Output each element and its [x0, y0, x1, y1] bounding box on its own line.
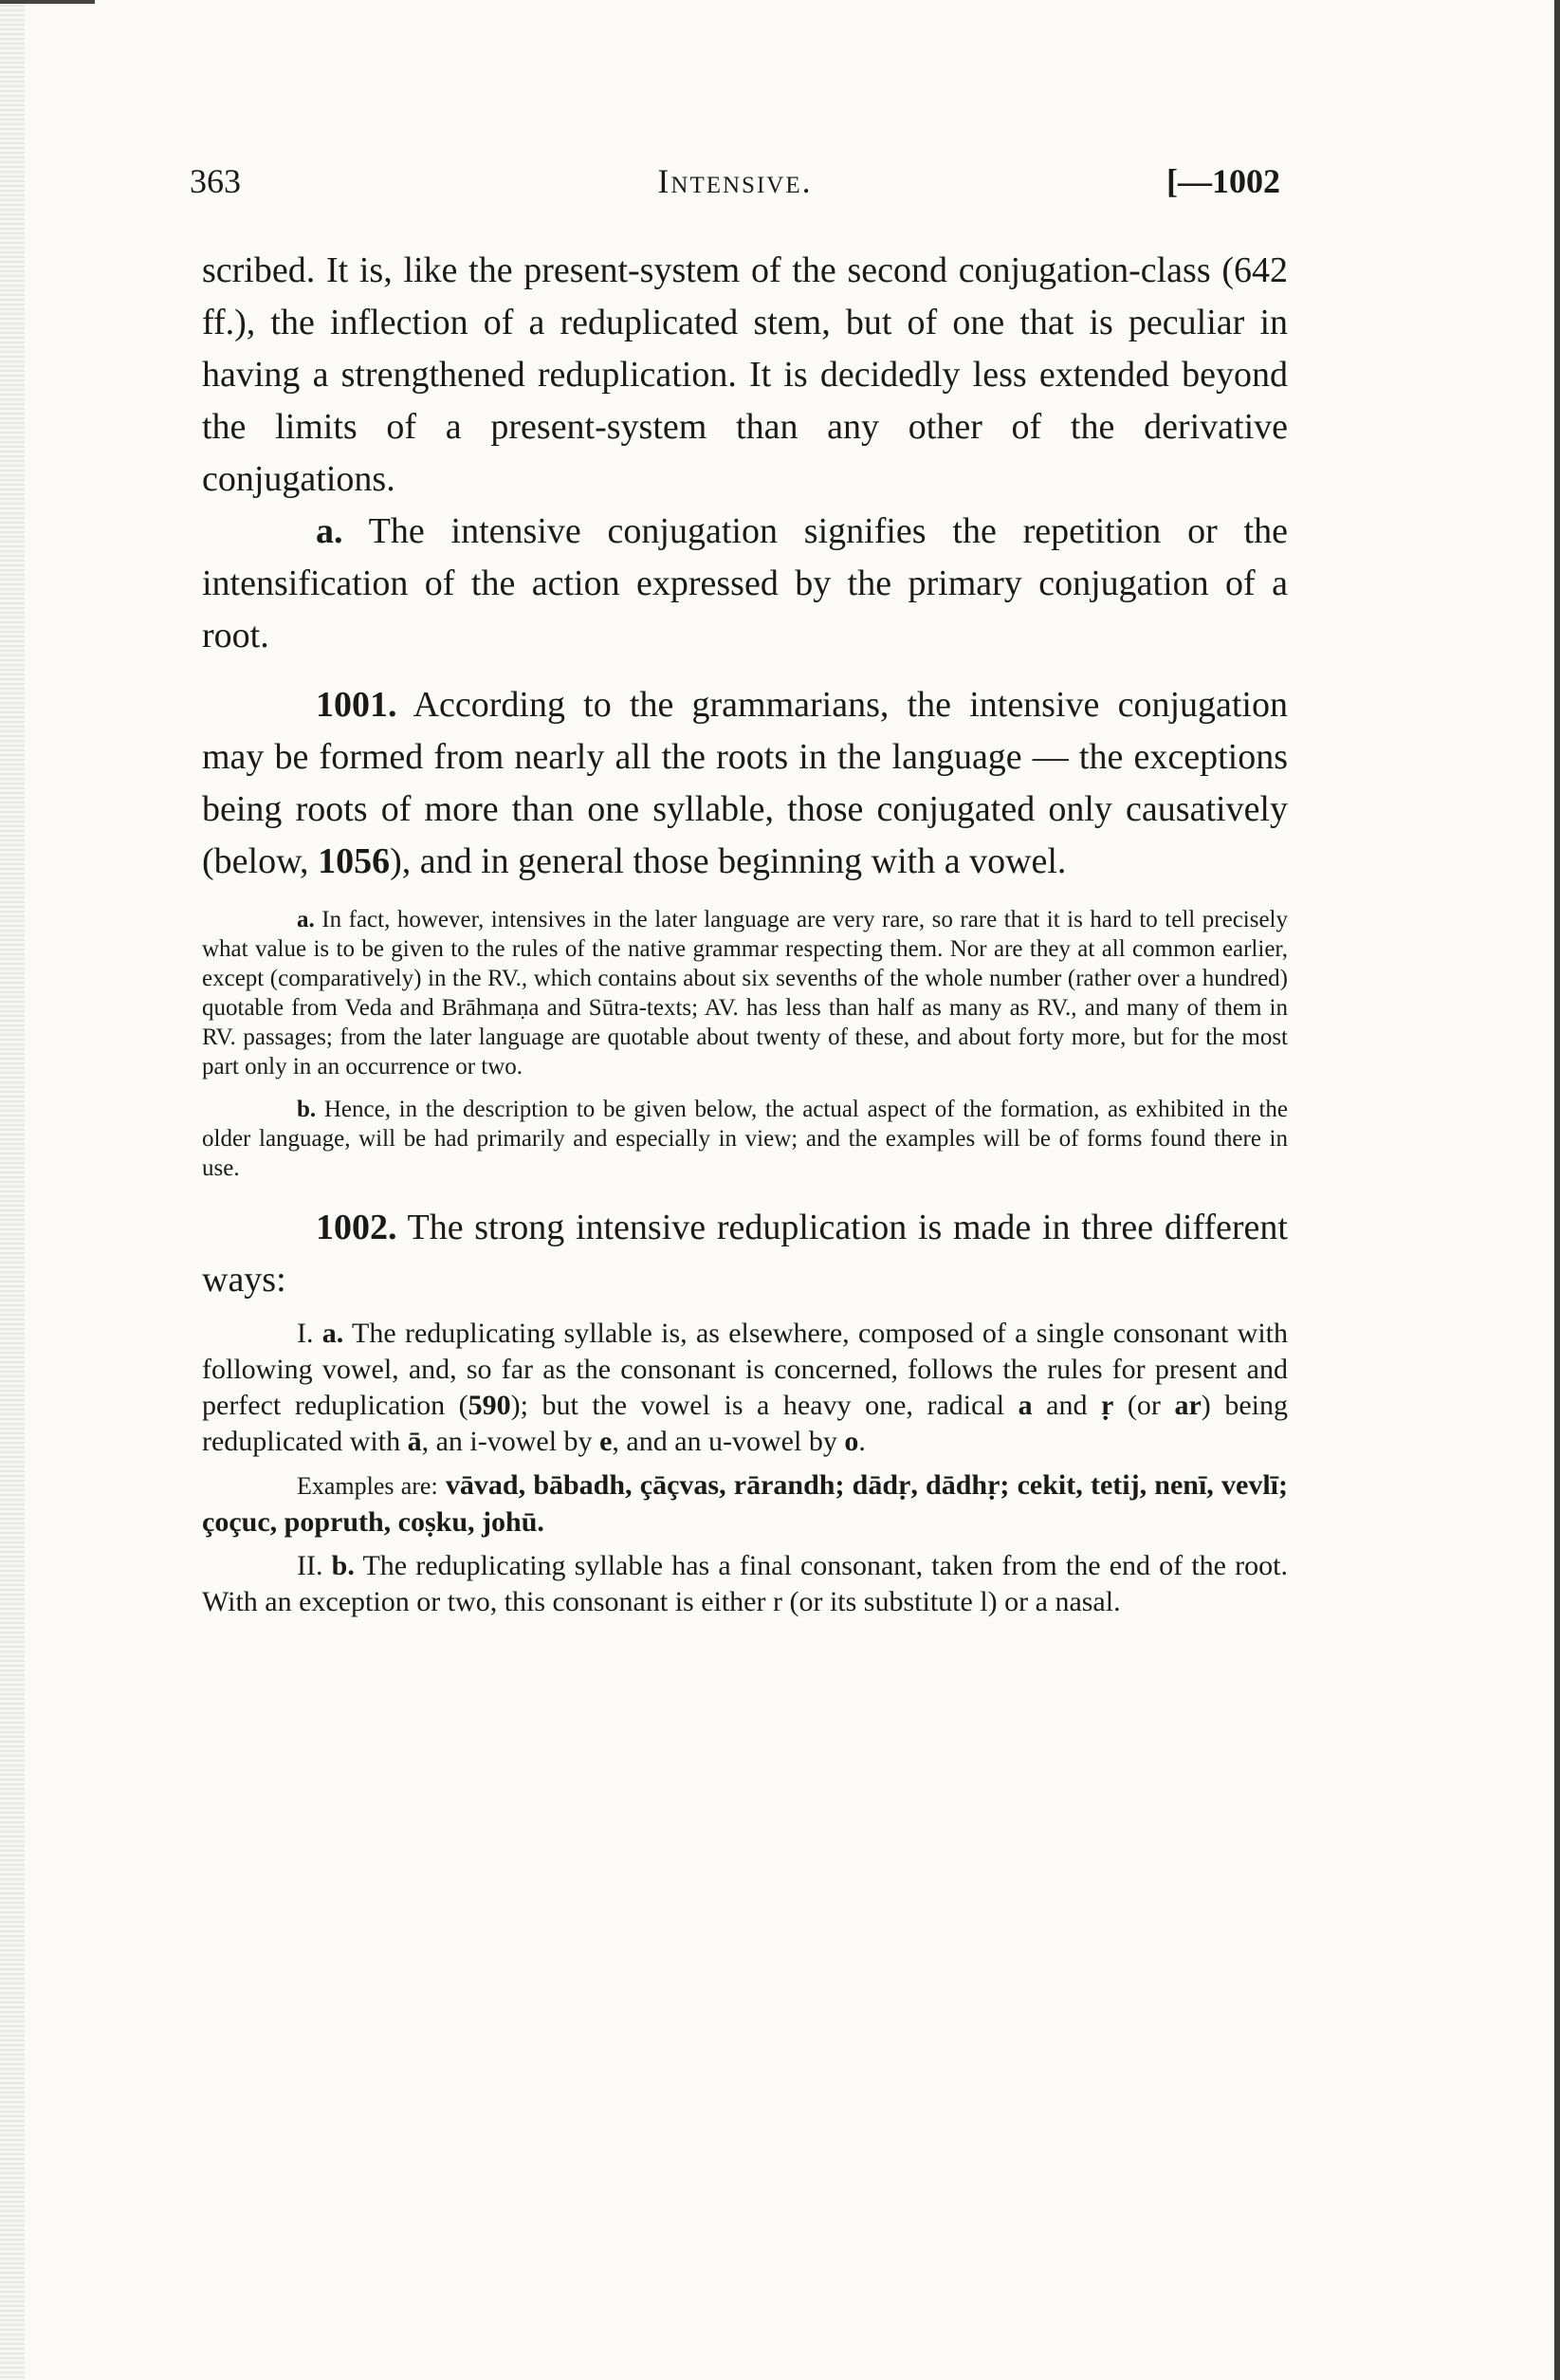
- paragraph-1002: 1002. The strong intensive reduplication is made in three different ways:: [202, 1208, 1288, 1300]
- scan-corner-mark: [0, 0, 95, 4]
- intro-paragraph: scribed. It is, like the present-system of the second conjugation-class (642 ff.), the inflection of a reduplicated stem, but of one that is peculiar in having a strengthened reduplication. It is decidedly less extended beyond the limits of a present-system than any other of the derivative conjugations.: [202, 250, 1288, 499]
- rule-II-b: II. b. The reduplicating syllable has a final consonant, taken from the end of the root. With an exception or two, this consonant is either r (or its substitute l) or a nasal.: [202, 1550, 1288, 1617]
- label-a: a.: [316, 511, 343, 551]
- section-number-1001: 1001.: [316, 685, 397, 725]
- paragraph-1001: 1001. According to the grammarians, the intensive conjugation may be formed from nearly all the roots in the language — the exceptions being roots of more than one syllable, those conjugated only causatively (below, 1056), and in general those beginning with a vowel.: [202, 685, 1288, 881]
- paragraph-1000a: a. The intensive conjugation signifies the repetition or the intensification of the action expressed by the primary conjugation of a root.: [202, 511, 1288, 655]
- section-number-1002: 1002.: [316, 1208, 397, 1247]
- note-1001b: b. Hence, in the description to be given below, the actual aspect of the formation, as exhibited in the older language, will be had primarily and especially in view; and the examples will be of forms found there in use.: [202, 1097, 1288, 1181]
- scan-right-edge: [1554, 0, 1560, 2380]
- rule-I-a: I. a. The reduplicating syllable is, as elsewhere, composed of a single consonant with following vowel, and, so far as the consonant is concerned, follows the rules for present and perfect reduplication (590); but the vowel is a heavy one, radical a and ṛ (or ar) being reduplicated with ā, an i-vowel by e, and an u-vowel by o.: [202, 1318, 1288, 1457]
- scan-left-edge: [0, 0, 25, 2380]
- running-header: [190, 152, 1280, 209]
- cross-ref-1056: 1056: [318, 841, 391, 881]
- page-number: 363: [190, 162, 241, 200]
- examples-line: Examples are: vāvad, bābadh, çāçvas, rārandh; dādṛ, dādhṛ; cekit, tetij, nenī, vevlī; çoçuc, popruth, coṣku, johū.: [202, 1469, 1288, 1538]
- cross-ref-590: 590: [468, 1390, 511, 1421]
- running-title: Intensive.: [657, 162, 813, 200]
- note-1001a: a. In fact, however, intensives in the later language are very rare, so rare that it is hard to tell precisely what value is to be given to the rules of the native grammar respecting them. Nor are they at all common earlier, except (comparatively) in the RV., which contains about six sevenths of the whole number (rather over a hundred) quotable from Veda and Brāhmaṇa and Sūtra-texts; AV. has less than half as many as RV., and many of them in RV. passages; from the later language are quotable about twenty of these, and about forty more, but for the most part only in an occurrence or two.: [202, 907, 1289, 1079]
- example-forms: vāvad, bābadh, çāçvas, rārandh; dādṛ, dādhṛ; cekit, tetij, nenī, vevlī; çoçuc, popruth, coṣku, johū.: [202, 1469, 1288, 1538]
- section-reference: [—1002: [1166, 162, 1280, 200]
- page-body: [202, 245, 1288, 1620]
